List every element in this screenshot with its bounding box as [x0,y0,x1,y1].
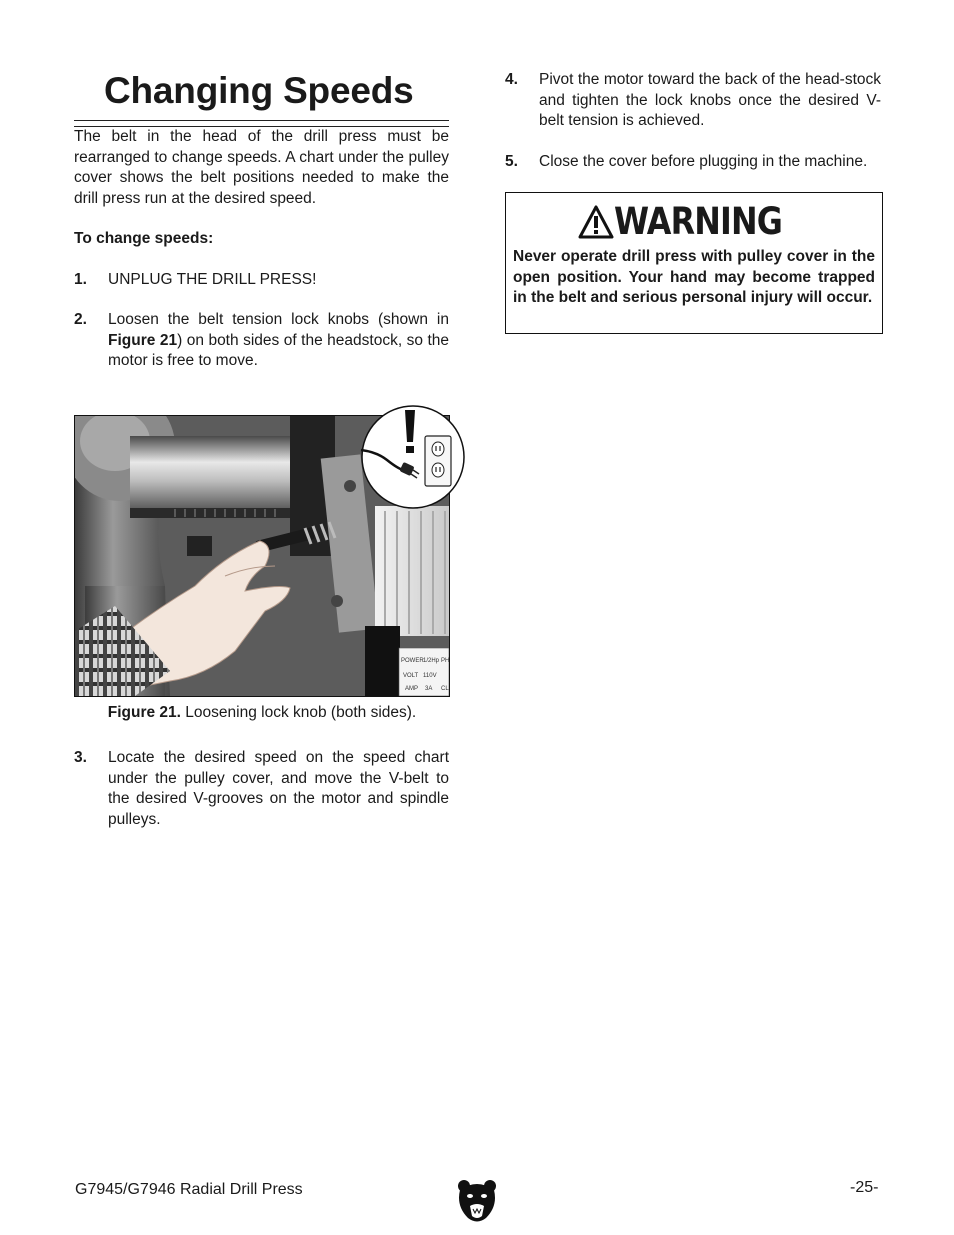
right-column [505,70,881,334]
unplug-callout [357,404,469,510]
warning-header [513,201,875,243]
step-text-part: ) on both sides of the headstock, so the motor is free to move. [108,331,450,369]
plate-value: 3A [425,686,433,692]
figure-caption-text: Loosening lock knob (both sides). [185,704,417,721]
step-number: 1. [74,270,87,288]
steps-heading: To change speeds: [74,230,214,247]
plate-value: 1/2Hp [423,658,440,664]
figure-label: Figure 21. [107,704,181,721]
left-column [74,66,449,372]
warning-text: Never operate drill press with pulley cover in the open position. Your hand may become trapped in the belt and serious personal injury will occur. [513,248,875,306]
grizzly-bear-logo-icon [456,1178,498,1224]
wall-outlet-icon [425,436,451,486]
step-number: 3. [74,749,87,766]
step-3 [74,748,449,830]
step-text: Pivot the motor toward the back of the head-stock and tighten the lock knobs once the desired V-belt tension is achieved. [539,71,881,129]
plate-label: CL [441,686,449,692]
plate-label: AMP [405,686,419,692]
step-text: Locate the desired speed on the speed chart under the pulley cover, and move the V-belt to the desired V-grooves on the motor and spindle pulleys. [108,749,449,828]
footer-model: G7945/G7946 Radial Drill Press [75,1181,303,1198]
step-1 [74,270,449,291]
step-text: Close the cover before plugging in the machine. [539,152,868,170]
step-2 [74,310,449,372]
step-text [108,310,449,372]
step-5 [505,152,881,173]
step-number: 5. [505,152,518,170]
step-number: 4. [505,71,518,88]
warning-box [505,192,883,334]
plate-value: 110V [423,673,437,679]
title-rule [74,120,449,127]
step-4 [505,70,881,132]
warning-triangle-icon [578,205,614,239]
exclamation-icon [405,410,415,453]
figure-reference: Figure 21 [108,331,178,349]
plate-label: VOLT [403,673,419,679]
intro-paragraph: The belt in the head of the drill press must be rearranged to change speeds. A chart under the pulley cover shows the belt positions needed to make the drill press run at the desired speed. [74,128,449,207]
plate-label: PH [441,658,449,664]
figure-caption [74,703,450,723]
plate-label: POWER [401,658,424,664]
page-number: -25- [850,1179,879,1196]
warning-word: WARNING [614,200,783,243]
page-title: Changing Speeds [104,70,414,111]
step-number: 2. [74,311,87,328]
step-text: UNPLUG THE DRILL PRESS! [108,270,317,288]
step-text-part: Loosen the belt tension lock knobs (shown in [108,311,449,328]
